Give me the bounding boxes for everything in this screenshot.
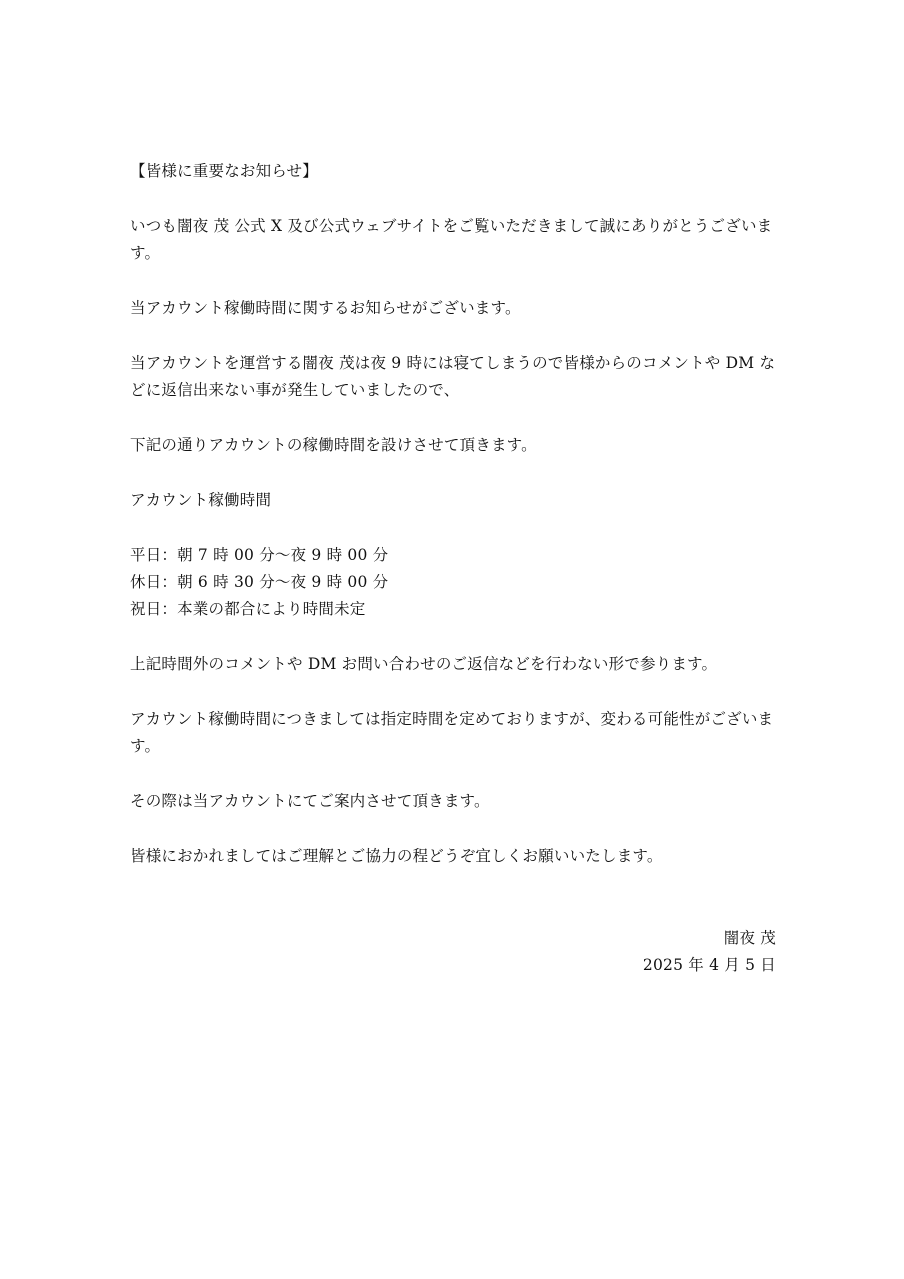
guidance-paragraph: その際は当アカウントにてご案内させて頂きます。: [130, 792, 490, 810]
announcement-paragraph: 当アカウント稼働時間に関するお知らせがございます。: [130, 299, 521, 317]
reason-paragraph: 当アカウントを運営する闇夜 茂は夜 9 時には寝てしまうので皆様からのコメントや DM などに返信出来ない事が発生していましたので、: [130, 354, 776, 399]
notice-heading: 【皆様に重要なお知らせ】: [130, 162, 318, 180]
signature-date: 2025 年 4 月 5 日: [642, 956, 776, 974]
change-notice-paragraph: アカウント稼働時間につきましては指定時間を定めておりますが、変わる可能性がございます。: [130, 710, 774, 755]
schedule-public-holiday: 祝日：本業の都合により時間未定: [130, 600, 366, 618]
greeting-paragraph: いつも闇夜 茂 公式 X 及び公式ウェブサイトをご覧いただきまして誠にありがとうございます。: [130, 217, 773, 262]
thanks-paragraph: 皆様におかれましてはご理解とご協力の程どうぞ宜しくお願いいたします。: [130, 847, 663, 865]
schedule-weekday: 平日：朝 7 時 00 分〜夜 9 時 00 分: [130, 546, 389, 564]
schedule-list: [130, 542, 776, 623]
schedule-title: アカウント稼働時間: [130, 491, 272, 509]
notice-body: [130, 158, 776, 979]
schedule-intro-paragraph: 下記の通りアカウントの稼働時間を設けさせて頂きます。: [130, 436, 537, 454]
signature-name: 闇夜 茂: [723, 929, 776, 947]
signature-block: [130, 925, 776, 979]
schedule-holiday: 休日：朝 6 時 30 分〜夜 9 時 00 分: [130, 573, 389, 591]
outside-hours-paragraph: 上記時間外のコメントや DM お問い合わせのご返信などを行わない形で参ります。: [130, 655, 718, 673]
